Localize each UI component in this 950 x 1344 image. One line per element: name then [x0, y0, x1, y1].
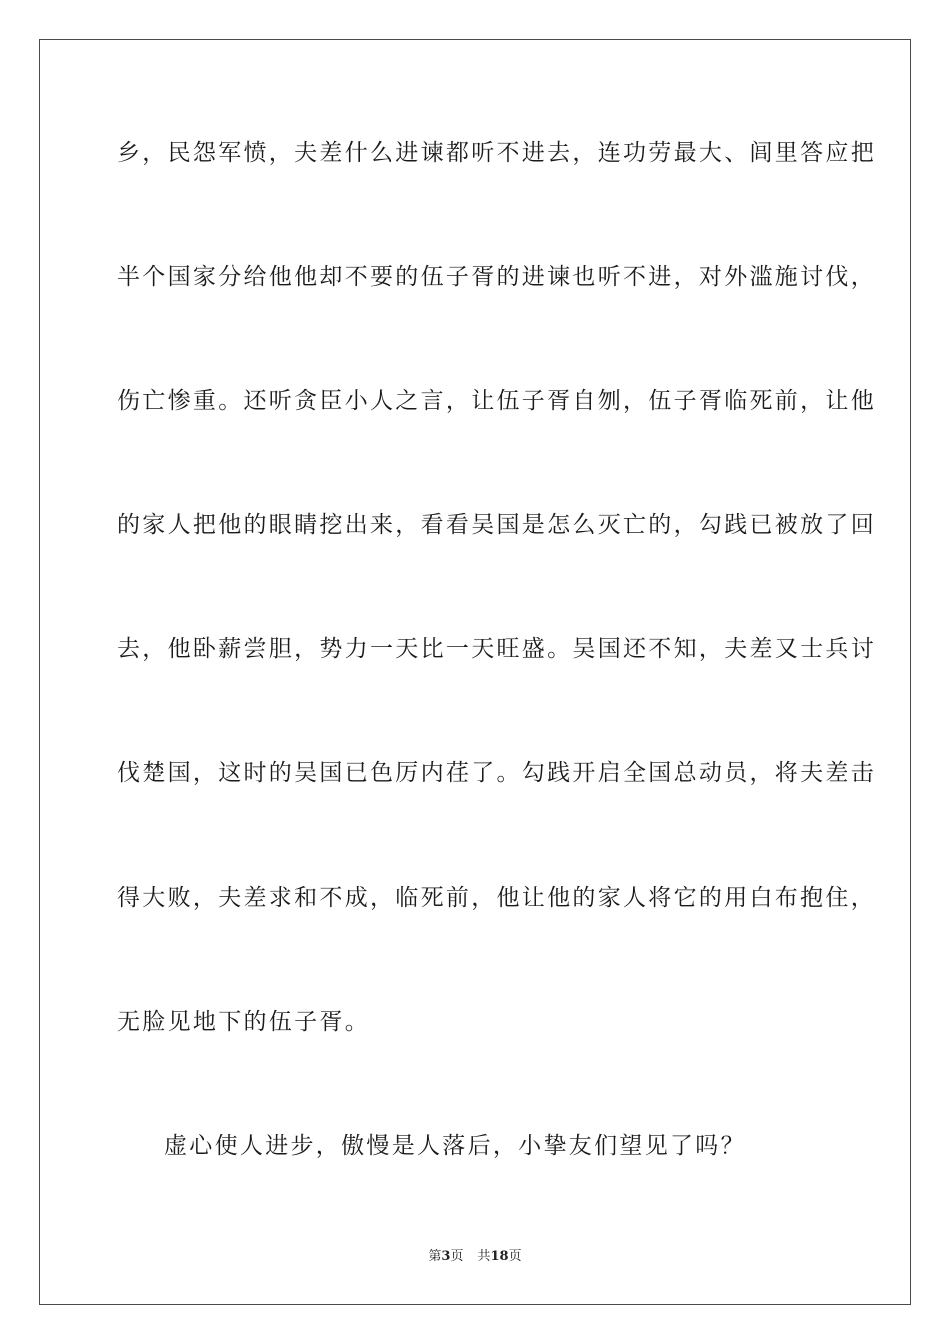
body-line-1: 乡，民怨军愤，夫差什么进谏都听不进去，连功劳最大、闾里答应把 — [117, 140, 876, 166]
page-border — [39, 39, 911, 1305]
body-line-5: 去，他卧薪尝胆，势力一天比一天旺盛。吴国还不知，夫差又士兵讨 — [117, 636, 876, 662]
body-line-7: 得大败，夫差求和不成，临死前，他让他的家人将它的用白布抱住， — [117, 885, 876, 911]
total-prefix: 共 — [477, 1249, 491, 1264]
page-prefix: 第 — [428, 1249, 442, 1264]
body-line-8: 无脸见地下的伍子胥。 — [117, 1009, 370, 1035]
total-suffix: 页 — [508, 1249, 522, 1264]
total-pages: 18 — [490, 1249, 509, 1264]
body-line-3: 伤亡惨重。还听贪臣小人之言，让伍子胥自刎，伍子胥临死前，让他 — [117, 388, 876, 414]
page-number: 3 — [441, 1249, 451, 1264]
body-line-2: 半个国家分给他他却不要的伍子胥的进谏也听不进，对外滥施讨伐， — [117, 264, 876, 290]
page-footer — [0, 1248, 950, 1266]
body-line-6: 伐楚国，这时的吴国已色厉内荏了。勾践开启全国总动员，将夫差击 — [117, 760, 876, 786]
page-suffix: 页 — [450, 1249, 464, 1264]
body-line-4: 的家人把他的眼睛挖出来，看看吴国是怎么灭亡的，勾践已被放了回 — [117, 512, 876, 538]
closing-paragraph: 虚心使人进步，傲慢是人落后，小挚友们望见了吗？ — [164, 1133, 746, 1159]
